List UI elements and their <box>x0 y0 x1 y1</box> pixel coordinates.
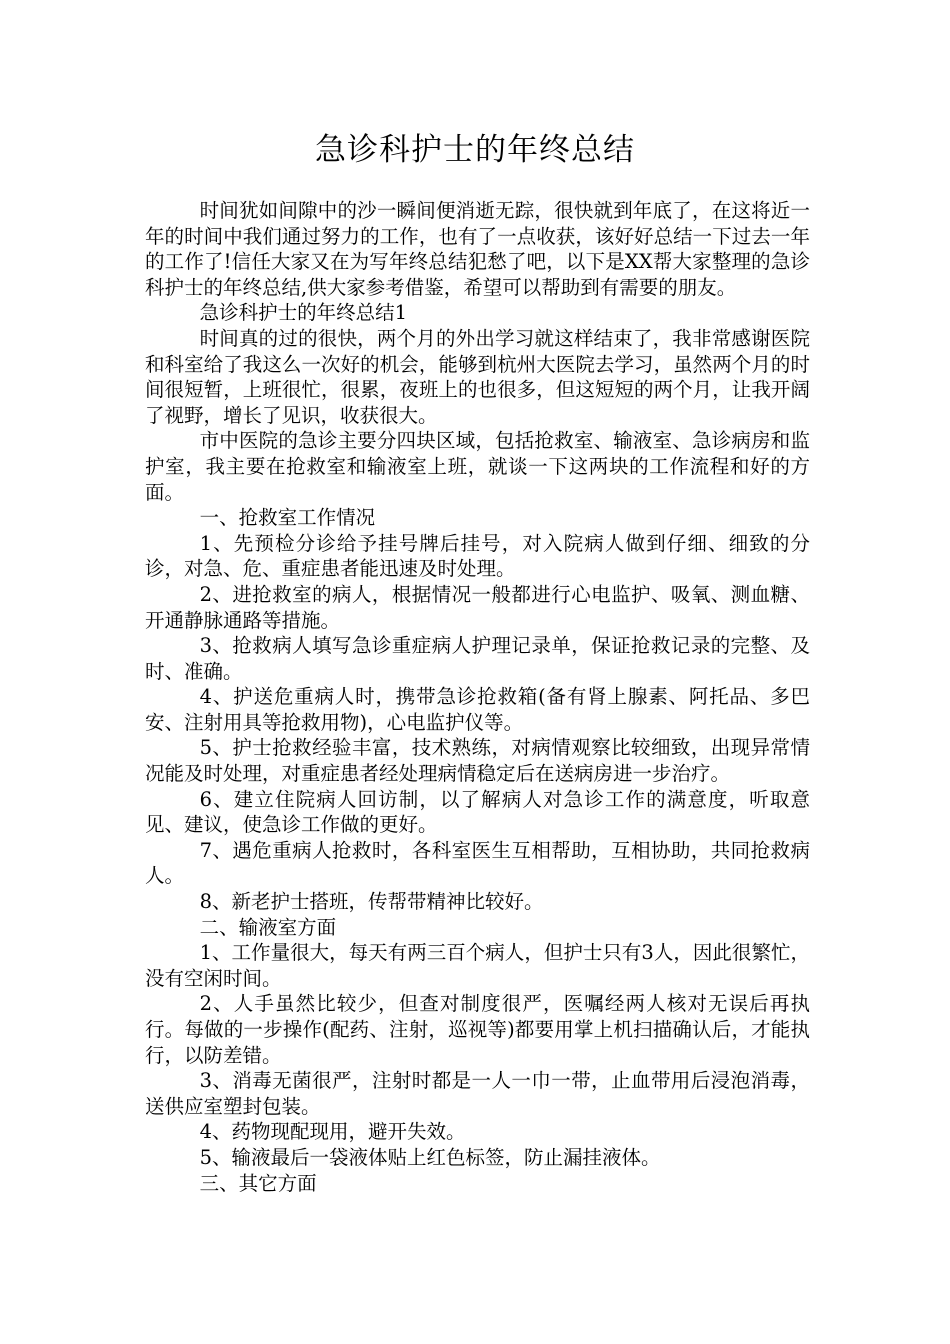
list-item: 1、先预检分诊给予挂号牌后挂号，对入院病人做到仔细、细致的分诊，对急、危、重症患者能迅速及时处理。 <box>145 531 810 581</box>
list-item: 5、护士抢救经验丰富，技术熟练，对病情观察比较细致，出现异常情况能及时处理，对重症患者经处理病情稳定后在送病房进一步治疗。 <box>145 736 810 786</box>
list-item: 5、输液最后一袋液体贴上红色标签，防止漏挂液体。 <box>199 1145 661 1169</box>
paragraph-intro: 时间犹如间隙中的沙一瞬间便消逝无踪，很快就到年底了，在这将近一年的时间中我们通过努力的工作，也有了一点收获，该好好总结一下过去一年的工作了!信任大家又在为写年终总结犯愁了吧，以下是XX帮大家整理的急诊科护士的年终总结,供大家参考借鉴，希望可以帮助到有需要的朋友。 <box>145 199 810 299</box>
list-item: 6、建立住院病人回访制，以了解病人对急诊工作的满意度，听取意见、建议，使急诊工作做的更好。 <box>145 787 810 837</box>
list-item: 3、抢救病人填写急诊重症病人护理记录单，保证抢救记录的完整、及时、准确。 <box>145 634 810 683</box>
list-item: 2、人手虽然比较少，但查对制度很严，医嘱经两人核对无误后再执行。每做的一步操作(配药、注射，巡视等)都要用掌上机扫描确认后，才能执行，以防差错。 <box>145 992 810 1067</box>
document-body <box>145 198 810 1196</box>
document-title: 急诊科护士的年终总结 <box>315 132 635 168</box>
paragraph: 时间真的过的很快，两个月的外出学习就这样结束了，我非常感谢医院和科室给了我这么一次好的机会，能够到杭州大医院去学习，虽然两个月的时间很短暂，上班很忙，很累，夜班上的也很多，但这短短的两个月，让我开阔了视野，增长了见识，收获很大。 <box>145 326 810 427</box>
section-heading: 三、其它方面 <box>199 1171 317 1195</box>
section-heading: 急诊科护士的年终总结1 <box>199 301 408 325</box>
section-heading: 二、输液室方面 <box>199 915 337 939</box>
list-item: 2、进抢救室的病人，根据情况一般都进行心电监护、吸氧、测血糖、开通静脉通路等措施。 <box>145 582 810 632</box>
paragraph: 市中医院的急诊主要分四块区域，包括抢救室、输液室、急诊病房和监护室，我主要在抢救室和输液室上班，就谈一下这两块的工作流程和好的方面。 <box>145 429 810 504</box>
section-heading: 一、抢救室工作情况 <box>199 506 376 530</box>
list-item: 4、药物现配现用，避开失效。 <box>199 1120 466 1144</box>
list-item: 3、消毒无菌很严，注射时都是一人一巾一带，止血带用后浸泡消毒，送供应室塑封包装。 <box>145 1069 810 1118</box>
list-item: 7、遇危重病人抢救时，各科室医生互相帮助，互相协助，共同抢救病人。 <box>145 838 810 888</box>
list-item: 4、护送危重病人时，携带急诊抢救箱(备有肾上腺素、阿托品、多巴安、注射用具等抢救用物)，心电监护仪等。 <box>145 685 810 734</box>
list-item: 8、新老护士搭班，传帮带精神比较好。 <box>199 890 544 914</box>
list-item: 1、工作量很大，每天有两三百个病人，但护士只有3人，因此很繁忙，没有空闲时间。 <box>145 941 810 990</box>
